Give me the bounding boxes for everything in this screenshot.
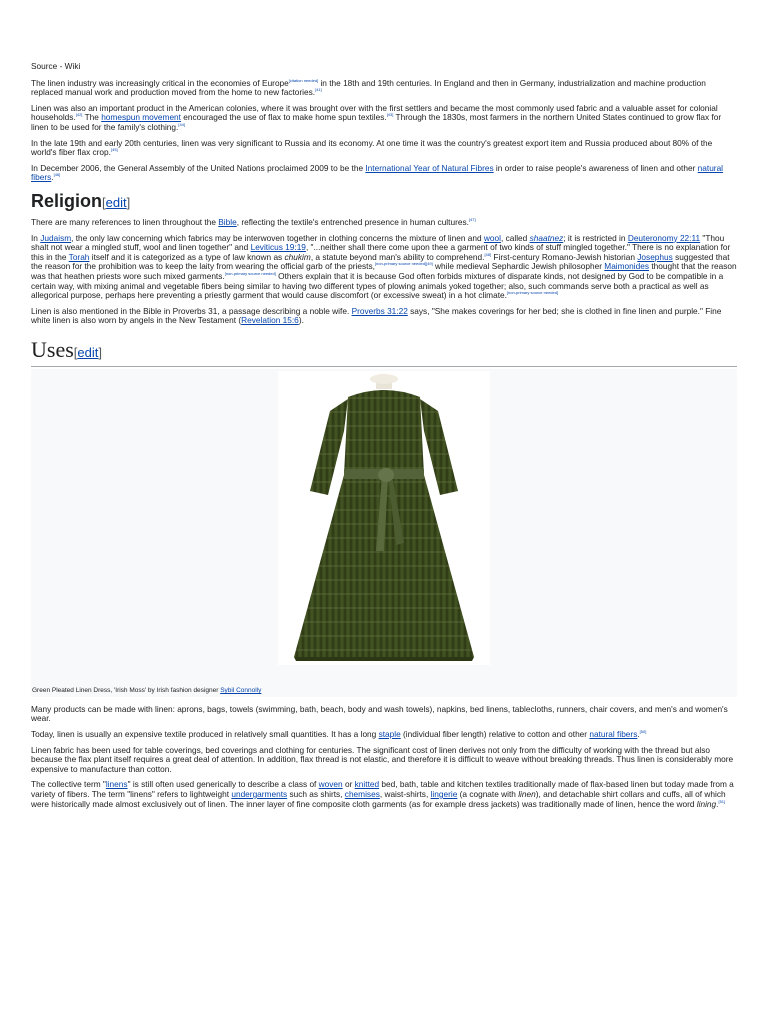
reference-link[interactable]: [42] <box>75 112 83 118</box>
figure-caption: Green Pleated Linen Dress, 'Irish Moss' by Irish fashion designer Sybil Connolly <box>32 686 262 694</box>
reference-link[interactable]: [46] <box>53 172 61 178</box>
paragraph-american-colonies: Linen was also an important product in the American colonies, where it was brought over with the first settlers and became the most commonly used fabric and a valuable asset for colonial households.[42] The homespun movement encouraged the use of flax to make home spun textiles.[43] Through the 1830s, most farmers in the northern United States continued to grow flax for linen to be used for the family's clothing.[44] <box>31 102 722 132</box>
link-deuteronomy[interactable]: Deuteronomy 22:11 <box>627 232 701 243</box>
reference-link[interactable]: [45] <box>110 147 118 153</box>
link-woven[interactable]: woven <box>318 779 343 790</box>
dress-icon <box>278 371 490 665</box>
paragraph-proverbs: Linen is also mentioned in the Bible in Proverbs 31, a passage describing a noble wife. Proverbs 31:22 says, "She makes coverings for her bed; she is clothed in fine linen and purple." Fine white linen is also worn by angels in the New Testament (Revelation 15:6). <box>31 305 722 326</box>
article-content <box>31 62 737 815</box>
link-linens[interactable]: linens <box>105 779 128 790</box>
paragraph-collective-term: The collective term "linens" is still often used generically to describe a class of woven or knitted bed, bath, table and kitchen textiles traditionally made of flax-based linen but today made from a variety of fibers. The term "linens" refers to lightweight undergarments such as shirts, chemises, waist-shirts, lingerie (a cognate with linen), and detachable shirt collars and cuffs, all of which were historically made almost exclusively out of linen. The inner layer of fine composite cloth garments (as for example dress jackets) was traditionally made of linen, hence the word lining.[51] <box>31 779 734 809</box>
link-shaatnez[interactable]: shaatnez <box>529 232 564 243</box>
reference-link[interactable]: [47] <box>468 217 476 223</box>
figure-linen-dress <box>31 369 737 697</box>
non-primary-source-needed[interactable]: [non-primary source needed][49] <box>374 261 433 267</box>
non-primary-source-needed[interactable]: [non-primary source needed] <box>224 271 276 277</box>
link-wool[interactable]: wool <box>483 232 501 243</box>
dress-photo[interactable] <box>278 371 490 665</box>
heading-religion: Religion[edit] <box>31 190 131 211</box>
link-natural-fibers-2[interactable]: natural fibers <box>589 729 638 740</box>
link-international-year-natural-fibres[interactable]: International Year of Natural Fibres <box>365 162 494 173</box>
reference-link[interactable]: [41] <box>315 87 322 93</box>
reference-link[interactable]: [48] <box>484 251 492 257</box>
link-maimonides[interactable]: Maimonides <box>604 261 650 272</box>
reference-link[interactable]: [44] <box>178 122 185 128</box>
paragraph-russia: In the late 19th and early 20th centuries, linen was very significant to Russia and its economy. At one time it was the country's greatest export item and Russia produced about 80% of the world's fiber flax crop.[45] <box>31 137 713 158</box>
reference-link[interactable]: [50] <box>639 729 647 735</box>
link-knitted[interactable]: knitted <box>354 779 380 790</box>
link-undergarments[interactable]: undergarments <box>231 789 288 800</box>
link-bible[interactable]: Bible <box>218 216 237 227</box>
paragraph-bible-references: There are many references to linen throughout the Bible, reflecting the textile's entrenched presence in human cultures.[47] <box>31 216 476 227</box>
link-leviticus[interactable]: Leviticus 19:19 <box>250 242 306 253</box>
link-josephus[interactable]: Josephus <box>637 251 673 262</box>
paragraph-expensive-textile: Today, linen is usually an expensive textile produced in relatively small quantities. It has a long staple (individual fiber length) relative to cotton and other natural fibers.[50] <box>31 729 647 740</box>
link-natural-fibers[interactable]: natural fibers <box>31 162 724 183</box>
paragraph-judaism: In Judaism, the only law concerning which fabrics may be interwoven together in clothing concerns the mixture of linen and wool, called shaatnez; it is restricted in Deuteronomy 22:11 "Thou shalt not wear a mingled stuff, wool and linen together" and Leviticus 19:19, "...neither shall there come upon thee a garment of two kinds of stuff mingled together." There is no explanation for this in the Torah itself and it is categorized as a type of law known as chukim, a statute beyond man's ability to comprehend.[48] First-century Romano-Jewish historian Josephus suggested that the reason for the prohibition was to keep the laity from wearing the official garb of the priests,[non-primary source needed][49] while medieval Sephardic Jewish philosopher Maimonides thought that the reason was that heathen priests wore such mixed garments.[non-primary source needed] Others explain that it is because God often forbids mixtures of disparate kinds, not designed by God to be compatible in a certain way, with mixing animal and vegetable fibers being similar to having two different types of plowing animals yoked together; also, such commands serve both a practical as well as allegorical purpose, perhaps here preventing a priestly garment that would cause discomfort (or excessive sweat) in a hot climate.[non-primary source needed] <box>31 232 737 301</box>
paragraph-united-nations: In December 2006, the General Assembly of the United Nations proclaimed 2009 to be the International Year of Natural Fibres in order to raise people's awareness of linen and other natural fibers.[46] <box>31 162 724 183</box>
edit-section-religion[interactable]: [edit] <box>102 194 131 210</box>
non-primary-source-needed[interactable]: [non-primary source needed] <box>506 290 559 296</box>
reference-link[interactable]: [43] <box>386 112 394 118</box>
paragraph-linen-industry: The linen industry was increasingly critical in the economies of Europe[citation needed] in the 18th and 19th centuries. In England and then in Germany, industrialization and machine production replaced manual work and production moved from the home to new factories.[41] <box>31 77 706 98</box>
citation-needed[interactable]: [citation needed] <box>288 77 319 83</box>
link-homespun-movement[interactable]: homespun movement <box>101 112 181 123</box>
reference-link[interactable]: [51] <box>718 798 726 804</box>
link-proverbs-31-22[interactable]: Proverbs 31:22 <box>351 305 408 316</box>
source-line: Source - Wiki <box>31 61 81 71</box>
heading-uses: Uses[edit] <box>31 338 737 367</box>
link-judaism[interactable]: Judaism <box>40 232 72 243</box>
paragraph-linen-fabric-cost: Linen fabric has been used for table coverings, bed coverings and clothing for centuries. The significant cost of linen derives not only from the difficulty of working with the thread but also because the flax plant itself requires a great deal of attention. In addition, flax thread is not elastic, and therefore it is difficult to weave without breaking threads. Thus linen is considerably more expensive to manufacture than cotton. <box>31 744 734 774</box>
link-chemises[interactable]: chemises <box>344 789 380 800</box>
link-lingerie[interactable]: lingerie <box>430 789 458 800</box>
link-sybil-connolly[interactable]: Sybil Connolly <box>220 686 262 694</box>
edit-section-uses[interactable]: [edit] <box>73 344 102 360</box>
link-staple[interactable]: staple <box>378 729 401 740</box>
link-torah[interactable]: Torah <box>68 251 90 262</box>
paragraph-products: Many products can be made with linen: aprons, bags, towels (swimming, bath, beach, body and wash towels), napkins, bed linens, tablecloths, runners, chair covers, and men's and women's wear. <box>31 703 728 724</box>
link-revelation-15-6[interactable]: Revelation 15:6 <box>241 315 299 326</box>
